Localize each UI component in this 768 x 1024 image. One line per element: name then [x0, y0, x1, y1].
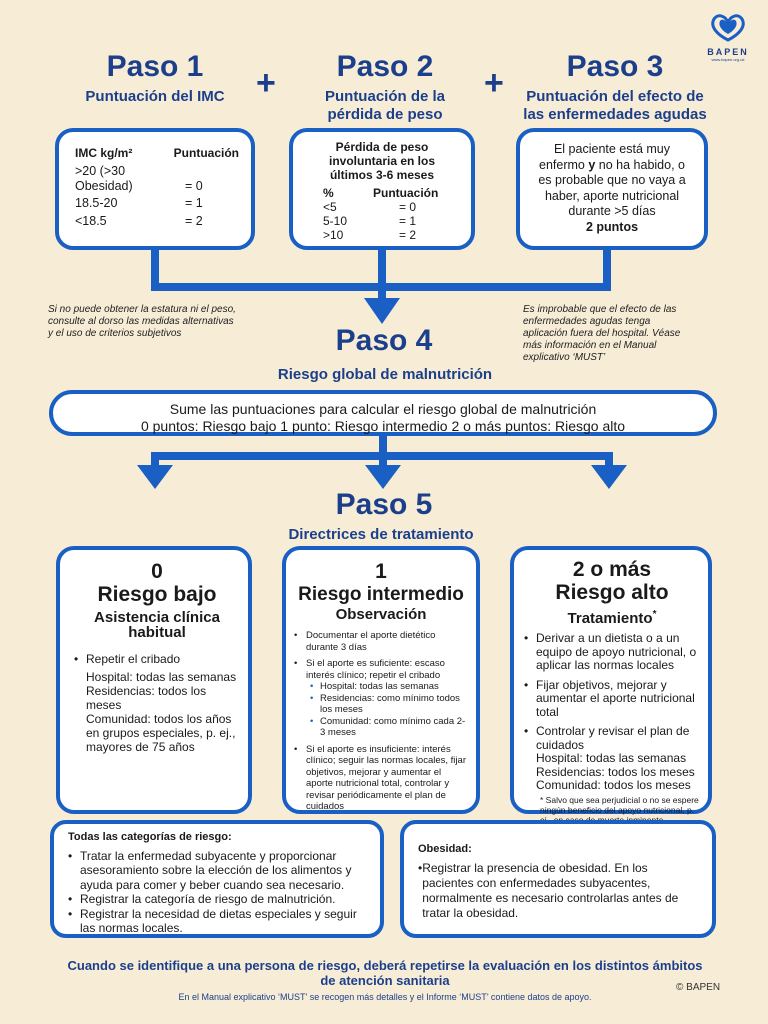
high-risk-footnote: * Salvo que sea perjudicial o no se espere ningún beneficio del apoyo nutricional, p. — [540, 794, 699, 815]
obesity-text: Registrar la presencia de obesidad. En los pacientes con enfermedades subyacentes, normalmente es necesario controlarlas antes de tratar la obesidad. — [422, 861, 679, 920]
high-risk-frequency: Residencias: todos los meses — [536, 764, 695, 779]
obesity-box — [400, 820, 716, 938]
high-risk-action: Tratamiento — [567, 610, 653, 627]
high-risk-box — [510, 546, 712, 814]
all-risk-item: • Registrar la necesidad de dietas especiales y seguir las normas locales. — [68, 907, 370, 936]
step2-subtitle-line1: Puntuación de la — [324, 88, 445, 105]
high-risk-bullet: • Derivar a un dietista o a un equipo de apoyo nutricional, o aplicar las normas locales — [524, 632, 700, 673]
bmi-range: Obesidad) — [75, 179, 133, 193]
low-risk-bullet: • Repetir el cribado — [74, 652, 240, 666]
high-risk-frequency: Comunidad: todos los meses — [536, 778, 691, 792]
low-risk-frequency: Residencias: todos los meses — [86, 684, 207, 712]
low-risk-action: Asistencia clínica — [94, 609, 220, 626]
step2-subtitle — [280, 88, 490, 124]
bmi-range: <18.5 — [75, 214, 107, 228]
arrow-down-icon — [365, 465, 401, 489]
step5-title: Paso 5 — [335, 488, 433, 521]
medium-risk-box — [282, 546, 480, 814]
low-risk-score: 0 — [151, 560, 163, 583]
logo-name: BAPEN — [707, 47, 749, 57]
weight-loss-range: 5-10 — [323, 214, 348, 228]
plus-sign-2: + — [484, 64, 504, 102]
footer-copyright: © BAPEN — [676, 982, 721, 993]
bmi-range: 18.5-20 — [75, 196, 118, 210]
step2-subtitle-line2: pérdida de peso — [327, 106, 443, 123]
high-risk-frequency: Hospital: todas las semanas — [536, 751, 687, 765]
bmi-score: = 2 — [185, 214, 203, 228]
weight-loss-title: involuntaria en los — [328, 154, 436, 168]
medium-risk-sub-item: • Comunidad: como mínimo cada 2-3 meses — [310, 716, 468, 739]
step4-box — [49, 390, 717, 436]
step4-line2: 0 puntos: Riesgo bajo 1 punto: Riesgo intermedio 2 o más puntos: Riesgo alto — [140, 418, 626, 434]
weight-loss-pct-header: % — [323, 186, 334, 200]
low-risk-frequency: Hospital: todas las semanas — [86, 670, 237, 684]
step3-title: Paso 3 — [566, 50, 664, 83]
arrow-down-icon — [591, 465, 627, 489]
step2-title: Paso 2 — [336, 50, 434, 83]
bmi-range: >20 (>30 — [75, 164, 126, 178]
all-risk-item: • Tratar la enfermedad subyacente y proporcionar asesoramiento sobre la elección de los alimentos y ayuda para comer y beber cuando sea necesario. — [68, 849, 370, 893]
obesity-title: Obesidad: — [418, 843, 472, 855]
high-risk-score: 2 o más — [572, 558, 652, 581]
medium-risk-action: Observación — [335, 606, 427, 623]
arrow-down-icon — [137, 465, 173, 489]
bapen-logo-icon — [706, 14, 750, 42]
arrow-down-icon — [364, 298, 400, 324]
weight-loss-title: últimos 3-6 meses — [329, 168, 435, 182]
low-risk-label: Riesgo bajo — [97, 583, 217, 606]
all-risk-title: Todas las categorías de riesgo: — [68, 831, 232, 843]
weight-loss-score-header: Puntuación — [373, 186, 439, 200]
acute-disease-text-b: no ha habido, o es probable que no vaya a haber, aporte nutricional durante >5 días — [538, 157, 686, 218]
medium-risk-bullet: • Si el aporte es insuficiente: interés clínico; seguir las normas locales, fijar objetivos, mejorar y aumentar el aporte nutricional total, controlar y revisar periódicamente el plan de cuidados — [294, 744, 468, 813]
acute-disease-text-a: El paciente está muy enfermo — [539, 142, 671, 172]
weight-loss-score: = 2 — [399, 228, 417, 242]
footer-small: En el Manual explicativo ‘MUST’ se recogen más detalles y el Informe ‘MUST’ contiene datos de apoyo. — [178, 992, 592, 1002]
medium-risk-bullet: • Si el aporte es suficiente: escaso interés clínico; repetir el cribado — [294, 658, 468, 681]
low-risk-action: habitual — [128, 624, 186, 641]
step2-box — [289, 128, 475, 250]
plus-sign-1: + — [256, 64, 276, 102]
step3-subtitle-line2: las enfermedades agudas — [523, 106, 707, 123]
weight-loss-score: = 0 — [399, 200, 417, 214]
weight-loss-title: Pérdida de peso — [335, 140, 429, 154]
weight-loss-range: <5 — [323, 200, 337, 214]
step4-subtitle: Riesgo global de malnutrición — [277, 366, 493, 383]
medium-risk-bullet: • Documentar el aporte dietético durante 3 días — [294, 630, 468, 653]
bullet-icon: • — [418, 861, 423, 875]
high-risk-bullet: • Fijar objetivos, mejorar y aumentar el aporte nutricional total — [524, 679, 700, 720]
step1-title: Paso 1 — [106, 50, 204, 83]
step5-subtitle: Directrices de tratamiento — [288, 526, 474, 543]
medium-risk-label: Riesgo intermedio — [298, 584, 464, 605]
high-risk-asterisk: * — [652, 609, 657, 620]
step1-box — [55, 128, 255, 250]
all-risk-box — [50, 820, 384, 938]
medium-risk-score: 1 — [375, 560, 387, 583]
bmi-score-header: Puntuación — [173, 146, 239, 160]
acute-disease-text-and: y — [588, 157, 596, 172]
step4-title: Paso 4 — [335, 324, 433, 357]
high-risk-label: Riesgo alto — [555, 581, 669, 604]
footer-main: Cuando se identifique a una persona de riesgo, deberá repetirse la evaluación en los distintos ámbitos de atención sanitaria — [67, 958, 703, 988]
bmi-score: = 1 — [185, 196, 203, 210]
acute-disease-text — [532, 142, 692, 220]
all-risk-item: • Registrar la categoría de riesgo de malnutrición. — [68, 892, 370, 907]
acute-disease-points: 2 puntos — [585, 219, 639, 234]
medium-risk-sub-item: • Hospital: todas las semanas — [310, 681, 468, 693]
step3-subtitle-line1: Puntuación del efecto de — [526, 88, 704, 105]
low-risk-box — [56, 546, 252, 814]
logo-url: www.bapen.org.uk — [711, 57, 745, 62]
step3-box — [516, 128, 708, 250]
low-risk-frequency: Comunidad: todos los años en grupos especiales, p. ej., mayores de 75 años — [86, 712, 236, 754]
medium-risk-sub-item: • Residencias: como mínimo todos los meses — [310, 693, 468, 716]
weight-loss-score: = 1 — [399, 214, 417, 228]
step1-subtitle: Puntuación del IMC — [85, 88, 225, 105]
step3-subtitle — [500, 88, 730, 124]
bmi-score: = 0 — [185, 179, 203, 193]
step4-line1: Sume las puntuaciones para calcular el riesgo global de malnutrición — [169, 401, 597, 417]
high-risk-bullet: • Controlar y revisar el plan de cuidados — [524, 725, 700, 752]
step1-note: Si no puede obtener la estatura ni el peso, consulte al dorso las medidas alternativas y el uso de criterios subjetivos — [48, 304, 236, 339]
weight-loss-range: >10 — [323, 228, 344, 242]
step3-note: Es improbable que el efecto de las enfermedades agudas tenga aplicación fuera del hospital. Véase más información en el Manual explicativo ‘MUST’ — [523, 304, 681, 363]
bmi-header: IMC kg/m² — [75, 146, 133, 160]
